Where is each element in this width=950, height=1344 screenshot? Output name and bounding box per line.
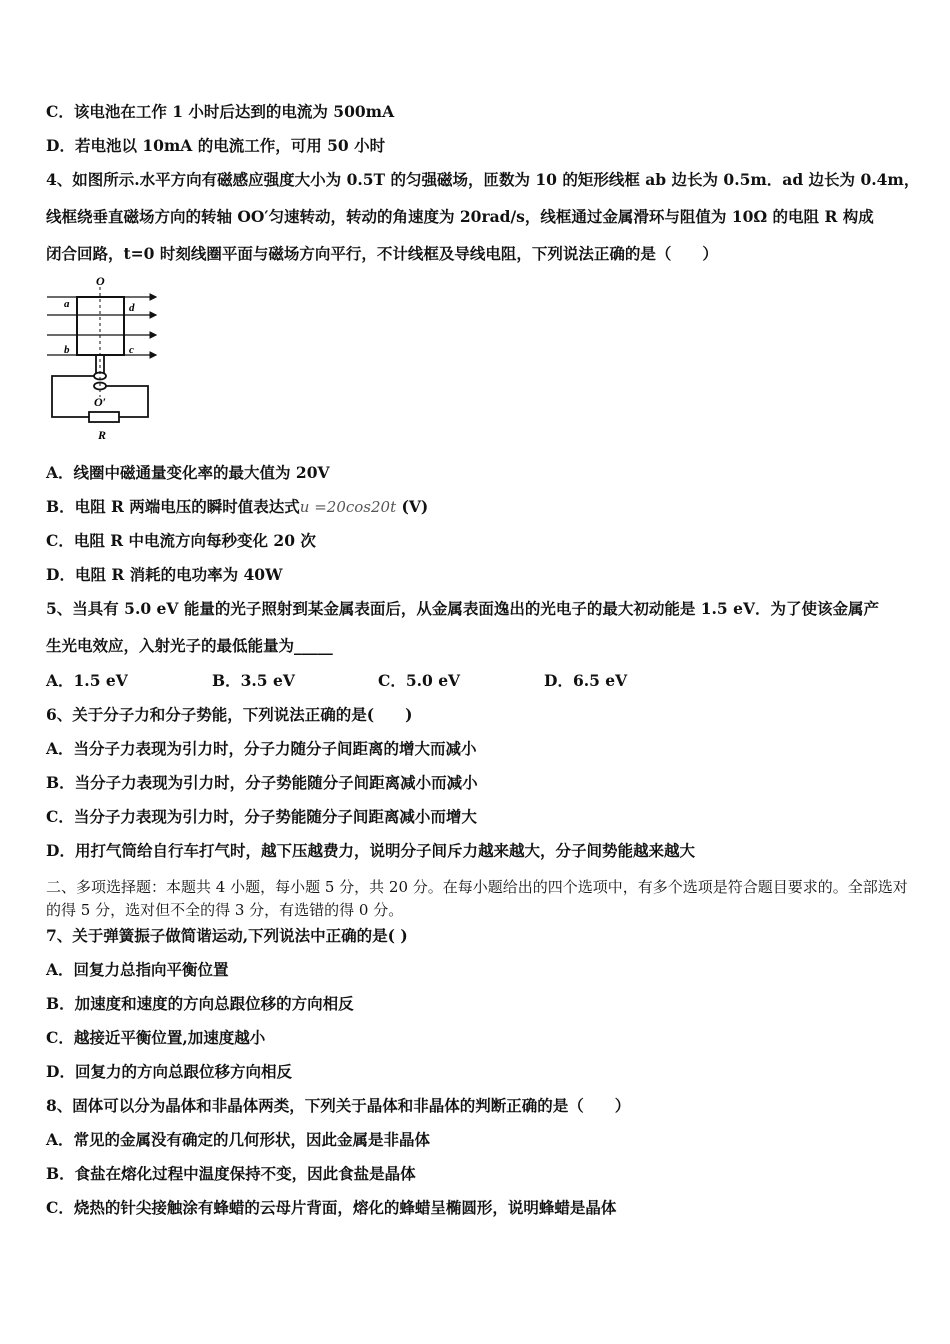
label-o-prime: O′ xyxy=(94,395,107,409)
q7-stem: 7、关于弹簧振子做简谐运动,下列说法中正确的是( ) xyxy=(46,926,408,945)
label-c: c xyxy=(129,344,134,356)
q5-stem-line-1: 5、当具有 5.0 eV 能量的光子照射到某金属表面后，从金属表面逸出的光电子的最大初动能是 1.5 eV．为了使该金属产 xyxy=(46,599,879,618)
q8-stem: 8、固体可以分为晶体和非晶体两类，下列关于晶体和非晶体的判断正确的是（ ） xyxy=(46,1096,631,1115)
q4-option-d: D．电阻 R 消耗的电功率为 40W xyxy=(46,565,283,584)
label-o: O xyxy=(96,275,105,288)
q4-stem-line-2: 线框绕垂直磁场方向的转轴 OO′匀速转动，转动的角速度为 20rad/s，线框通过金属滑环与阻值为 10Ω 的电阻 R 构成 xyxy=(46,207,874,226)
q5-option-a: A．1.5 eV xyxy=(46,671,128,690)
q4-stem-line-3: 闭合回路，t=0 时刻线圈平面与磁场方向平行，不计线框及导线电阻，下列说法正确的是（ ） xyxy=(46,244,718,263)
q7-option-a: A．回复力总指向平衡位置 xyxy=(46,960,229,979)
q4-stem-line-1: 4、如图所示.水平方向有磁感应强度大小为 0.5T 的匀强磁场，匝数为 10 的矩形线框 ab 边长为 0.5m．ad 边长为 0.4m， xyxy=(46,170,920,189)
q7-option-c: C．越接近平衡位置,加速度越小 xyxy=(46,1028,266,1047)
q5-options xyxy=(46,671,627,691)
q3-option-d: D．若电池以 10mA 的电流工作，可用 50 小时 xyxy=(46,136,386,155)
q4-option-b-text: B．电阻 R 两端电压的瞬时值表达式 xyxy=(46,497,300,516)
q8-option-b: B．食盐在熔化过程中温度保持不变，因此食盐是晶体 xyxy=(46,1164,416,1183)
q4-option-b xyxy=(46,497,428,517)
q6-option-b: B．当分子力表现为引力时，分子势能随分子间距离减小而减小 xyxy=(46,773,478,792)
resistor xyxy=(89,412,119,422)
coil-figure xyxy=(44,275,159,445)
q5-option-d: D．6.5 eV xyxy=(544,671,628,690)
q5-stem-line-2: 生光电效应，入射光子的最低能量为_____ xyxy=(46,636,333,655)
label-r: R xyxy=(98,428,107,442)
q8-option-c: C．烧热的针尖接触涂有蜂蜡的云母片背面，熔化的蜂蜡呈椭圆形，说明蜂蜡是晶体 xyxy=(46,1198,617,1217)
q4-option-a: A．线圈中磁通量变化率的最大值为 20V xyxy=(46,463,330,482)
q6-option-a: A．当分子力表现为引力时，分子力随分子间距离的增大而减小 xyxy=(46,739,477,758)
label-d: d xyxy=(129,302,135,314)
section-2-heading: 二、多项选择题：本题共 4 小题，每小题 5 分，共 20 分。在每小题给出的四个选项中，有多个选项是符合题目要求的。全部选对的得 5 分，选对但不全的得 3 分，有选错的得 0 分。 xyxy=(46,878,908,919)
q6-stem: 6、关于分子力和分子势能，下列说法正确的是( ) xyxy=(46,705,413,724)
q5-option-c: C．5.0 eV xyxy=(378,671,461,690)
q6-option-d: D．用打气筒给自行车打气时，越下压越费力，说明分子间斥力越来越大，分子间势能越来越大 xyxy=(46,841,695,860)
q8-option-a: A．常见的金属没有确定的几何形状，因此金属是非晶体 xyxy=(46,1130,431,1149)
q4-option-c: C．电阻 R 中电流方向每秒变化 20 次 xyxy=(46,531,316,550)
q3-option-c: C．该电池在工作 1 小时后达到的电流为 500mA xyxy=(46,102,395,121)
q6-option-c: C．当分子力表现为引力时，分子势能随分子间距离减小而增大 xyxy=(46,807,477,826)
q5-option-b: B．3.5 eV xyxy=(212,671,295,690)
circuit-wire xyxy=(52,376,94,417)
label-a: a xyxy=(64,298,70,310)
q4-option-b-unit: (V) xyxy=(396,497,429,516)
q7-option-d: D．回复力的方向总跟位移方向相反 xyxy=(46,1062,292,1081)
q4-option-b-formula: u =20cos20t xyxy=(299,498,397,516)
q7-option-b: B．加速度和速度的方向总跟位移的方向相反 xyxy=(46,994,354,1013)
label-b: b xyxy=(64,344,70,356)
